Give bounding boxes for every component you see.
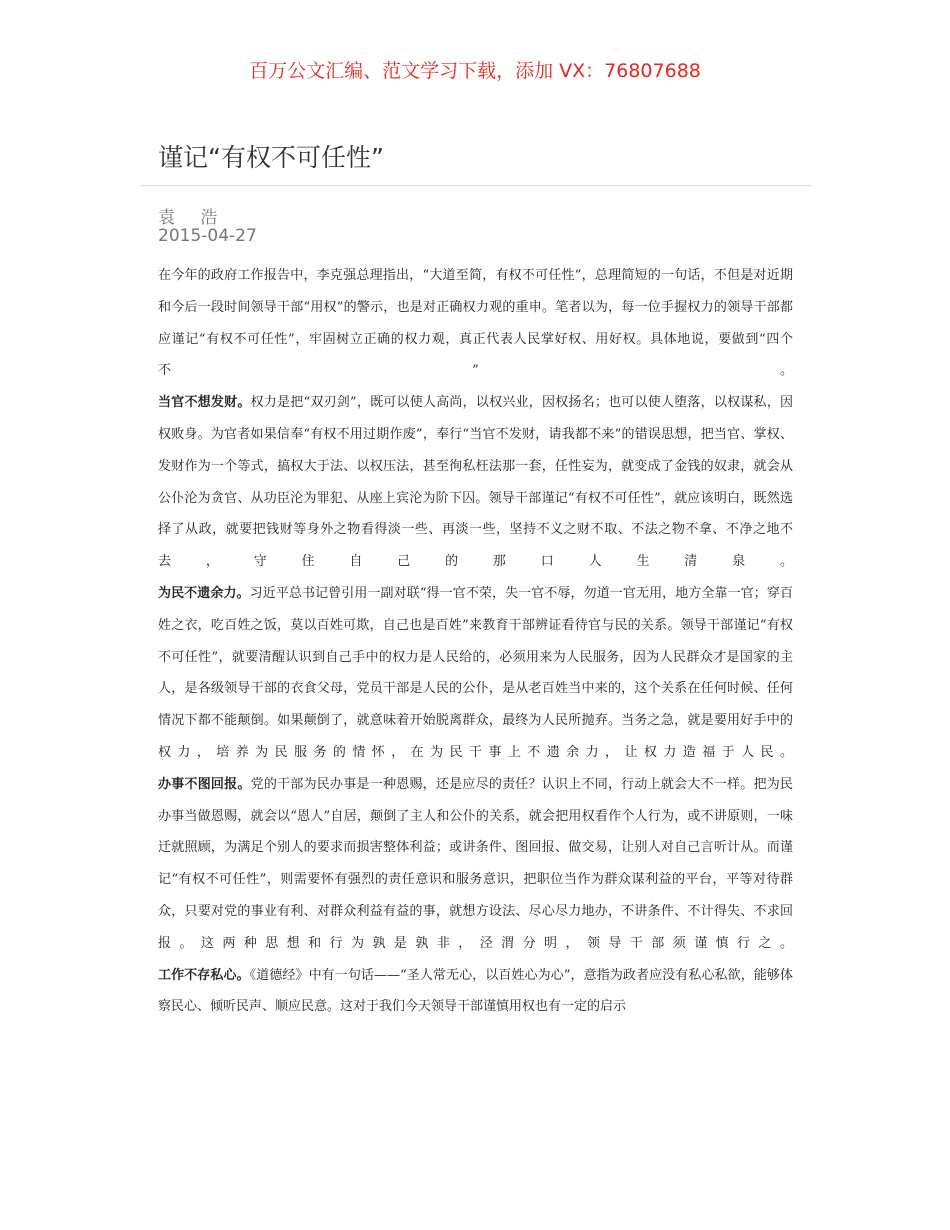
section-heading: 为民不遗余力。 <box>158 585 250 601</box>
section-body: 权力是把“双刃剑”，既可以使人高尚，以权兴业，因权扬名；也可以使人堕落，以权谋私，因权败身。为官者如果信奉“有权不用过期作废”，奉行“当官不发财，请我都不来”的错误思想，把当官、掌权、发财作为一个等式，搞权大于法、以权压法，甚至徇私枉法那一套，任性妄为，就变成了金钱的奴隶，就会从公仆沦为贪官、从功臣沦为罪犯、从座上宾沦为阶下囚。领导干部谨记“有权不可任性”，就应该明白，既然选择了从政，就要把钱财等身外之物看得淡一些、再淡一些，坚持不义之财不取、不法之物不拿、不净之地不去，守住自己的那口人生清泉。 <box>158 395 793 570</box>
section-paragraph <box>158 387 793 578</box>
section-body: 《道德经》中有一句话——“圣人常无心，以百姓心为心”，意指为政者应没有私心私欲，能够体察民心、倾听民声、顺应民意。这对于我们今天领导干部谨慎用权也有一定的启示 <box>158 967 793 1015</box>
article-date: 2015-04-27 <box>158 226 257 246</box>
article-title: 谨记“有权不可任性” <box>158 143 384 172</box>
intro-paragraph: 在今年的政府工作报告中，李克强总理指出，“大道至简，有权不可任性”，总理简短的一句话，不但是对近期和今后一段时间领导干部“用权”的警示，也是对正确权力观的重申。笔者以为，每一位手握权力的领导干部都应谨记“有权不可任性”，牢固树立正确的权力观，真正代表人民掌好权、用好权。具体地说，要做到“四个不”。 <box>158 268 793 379</box>
download-banner[interactable]: 百万公文汇编、范文学习下载，添加 VX：76807688 <box>249 60 701 82</box>
article-body <box>158 260 793 1023</box>
article-author: 袁 浩 <box>158 208 228 228</box>
section-heading: 工作不存私心。 <box>158 967 250 983</box>
section-body: 党的干部为民办事是一种恩赐，还是应尽的责任？认识上不同，行动上就会大不一样。把为民办事当做恩赐，就会以“恩人”自居，颠倒了主人和公仆的关系，就会把用权看作个人行为，或不讲原则，一味迁就照顾，为满足个别人的要求而损害整体利益；或讲条件、图回报、做交易，让别人对自己言听计从。而谨记“有权不可任性”，则需要怀有强烈的责任意识和服务意识，把职位当作为群众谋利益的平台，平等对待群众，只要对党的事业有利、对群众利益有益的事，就想方设法、尽心尽力地办，不讲条件、不计得失、不求回报。这两种思想和行为孰是孰非，泾渭分明，领导干部须谨慎行之。 <box>158 776 793 951</box>
section-paragraph <box>158 769 793 960</box>
section-paragraph <box>158 578 793 769</box>
section-paragraph <box>158 960 793 1024</box>
title-divider <box>140 185 812 186</box>
section-heading: 办事不图回报。 <box>158 776 251 792</box>
section-heading: 当官不想发财。 <box>158 395 251 411</box>
section-body: 习近平总书记曾引用一副对联“得一官不荣，失一官不辱，勿道一官无用，地方全靠一官；穿百姓之衣，吃百姓之饭，莫以百姓可欺，自己也是百姓”来教育干部辨证看待官与民的关系。领导干部谨记“有权不可任性”，就要清醒认识到自己手中的权力是人民给的，必须用来为人民服务，因为人民群众才是国家的主人，是各级领导干部的衣食父母，党员干部是人民的公仆，是从老百姓当中来的，这个关系在任何时候、任何情况下都不能颠倒。如果颠倒了，就意味着开始脱离群众，最终为人民所抛弃。当务之急，就是要用好手中的权力，培养为民服务的情怀，在为民干事上不遗余力，让权力造福于人民。 <box>158 585 793 760</box>
